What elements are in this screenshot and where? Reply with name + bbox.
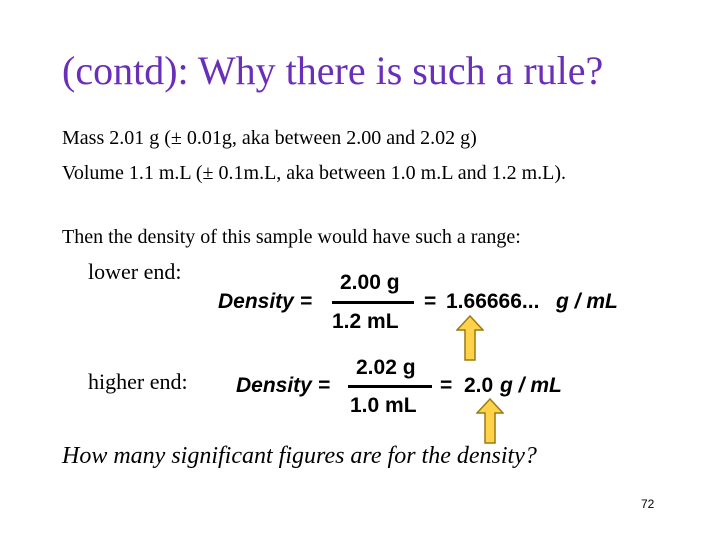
lower-equals: = [424, 290, 437, 313]
lower-denominator: 1.2 mL [332, 310, 399, 333]
higher-numerator: 2.02 g [356, 356, 416, 379]
mass-line: Mass 2.01 g (± 0.01g, aka between 2.00 and 2.02 g) [62, 127, 477, 149]
higher-arrow-icon [476, 398, 504, 444]
higher-fraction-bar [348, 385, 432, 388]
lower-arrow-icon [456, 315, 484, 361]
higher-result-unit: g / mL [500, 374, 562, 397]
lower-end-label: lower end: [88, 259, 182, 284]
lower-result-value: 1.66666... [446, 290, 540, 313]
higher-density-lhs: Density = [236, 374, 330, 397]
higher-result-value: 2.0 [464, 374, 494, 397]
higher-denominator: 1.0 mL [350, 394, 417, 417]
range-intro-line: Then the density of this sample would have such a range: [62, 226, 521, 248]
lower-fraction-bar [332, 301, 414, 304]
volume-line: Volume 1.1 m.L (± 0.1m.L, aka between 1.0 m.L and 1.2 m.L). [62, 162, 567, 184]
page-number: 72 [641, 497, 655, 511]
lower-numerator: 2.00 g [340, 271, 400, 294]
higher-end-label: higher end: [88, 369, 188, 394]
lower-result-unit: g / mL [556, 290, 618, 313]
question-text: How many significant figures are for the density? [62, 443, 537, 469]
higher-equals: = [440, 374, 453, 397]
slide-title: (contd): Why there is such a rule? [62, 48, 604, 93]
lower-density-lhs: Density = [218, 290, 312, 313]
